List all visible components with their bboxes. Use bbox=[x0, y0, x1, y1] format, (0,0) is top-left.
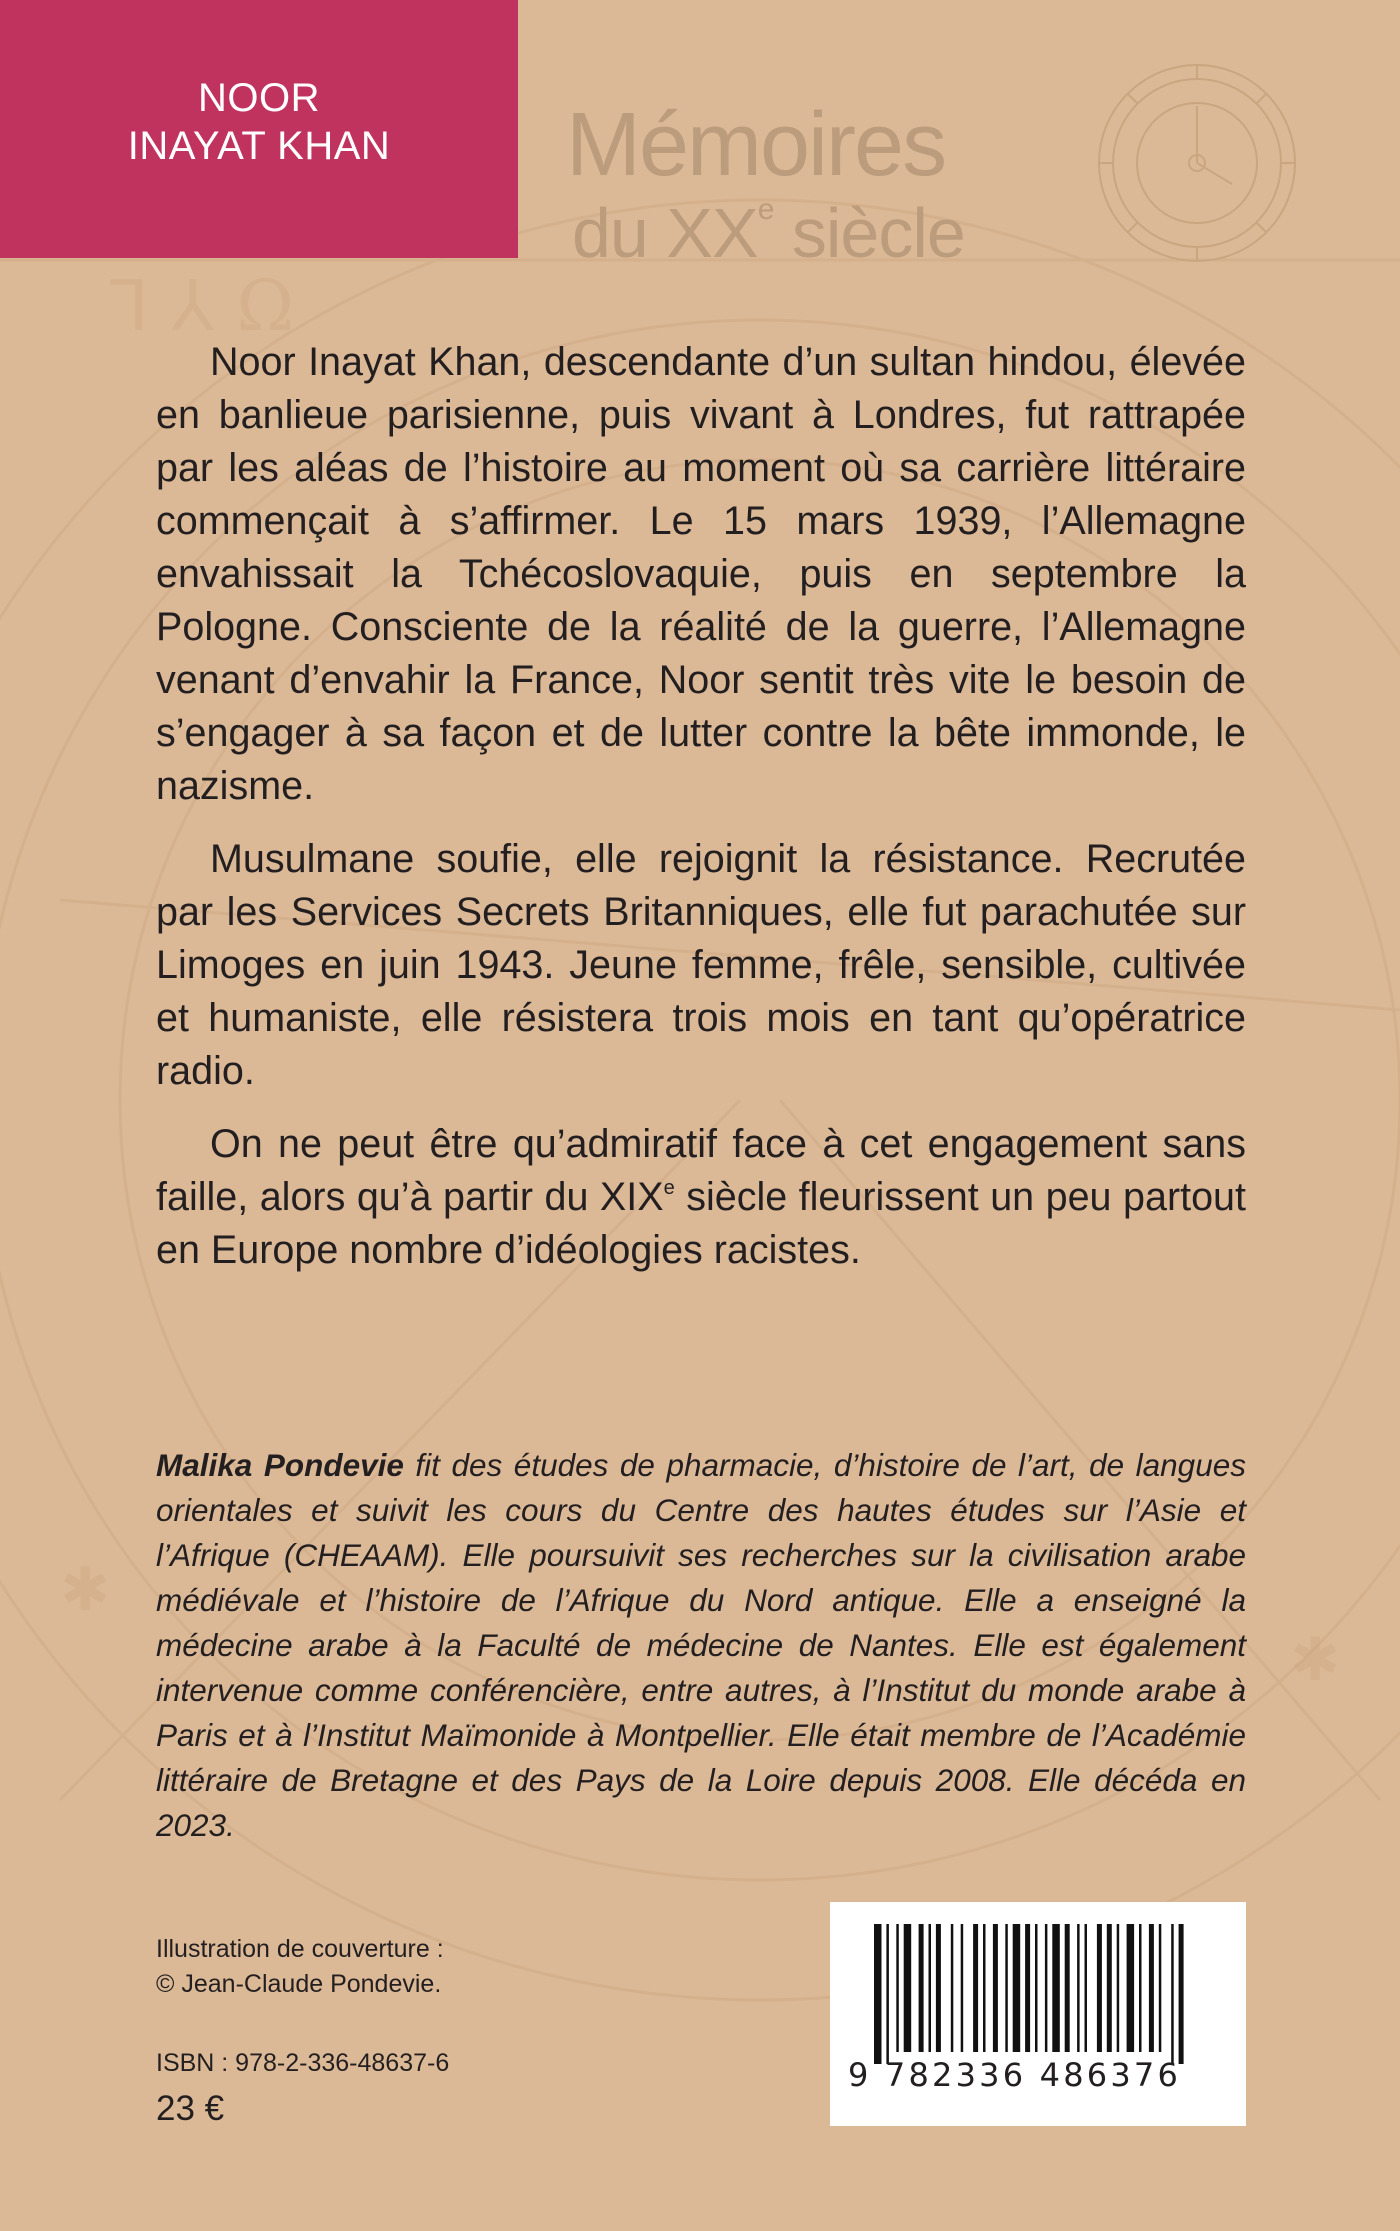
author-bio-name: Malika Pondevie bbox=[156, 1447, 404, 1483]
series-sub-suffix: siècle bbox=[773, 194, 965, 272]
barcode-bar bbox=[1052, 1924, 1060, 2052]
isbn-number: ISBN : 978-2-336-48637-6 bbox=[156, 2049, 450, 2077]
credit-line-2: © Jean-Claude Pondevie. bbox=[156, 1970, 442, 1998]
barcode-bar bbox=[1127, 1924, 1135, 2052]
barcode-bar bbox=[1035, 1924, 1038, 2052]
svg-text:✱: ✱ bbox=[60, 1555, 111, 1625]
barcode-bar bbox=[1045, 1924, 1048, 2052]
barcode-digits: 9 782336 486376 bbox=[848, 2056, 1182, 2094]
barcode-bar bbox=[961, 1924, 964, 2052]
barcode-bar bbox=[874, 1924, 882, 2064]
series-title-sub bbox=[572, 193, 1086, 272]
barcode bbox=[830, 1902, 1246, 2126]
summary-p3-after: siècle fleurissent un peu partout en Europe nombre d’idéologies racistes. bbox=[156, 1175, 1246, 1272]
barcode-bar bbox=[1171, 1924, 1174, 2064]
barcode-bar bbox=[936, 1924, 941, 2052]
summary-paragraph-2: Musulmane soufie, elle rejoignit la résistance. Recrutée par les Services Secrets Britanniques, elle fut parachutée sur Limoges en juin 1943. Jeune femme, frêle, sensible, cultivée et humaniste, elle résistera trois mois en tant qu’opératrice radio. bbox=[156, 837, 1246, 1093]
barcode-bar bbox=[886, 1924, 889, 2064]
price: 23 € bbox=[156, 2089, 225, 2128]
barcode-bar bbox=[1077, 1924, 1080, 2052]
barcode-bar bbox=[1149, 1924, 1154, 2052]
credit-line-1: Illustration de couverture : bbox=[156, 1935, 444, 1963]
barcode-bar bbox=[1025, 1924, 1030, 2052]
series-title-main: Mémoires bbox=[566, 95, 946, 195]
barcode-bar bbox=[1107, 1924, 1112, 2052]
summary-p3-superscript: e bbox=[663, 1177, 675, 1199]
barcode-bar bbox=[896, 1924, 899, 2052]
summary-p3-before: On ne peut être qu’admiratif face à cet engagement sans faille, alors qu’à partir du XIX bbox=[156, 1122, 1246, 1219]
author-name-box bbox=[0, 0, 518, 258]
series-sub-superscript: e bbox=[757, 193, 774, 226]
summary-paragraph-1: Noor Inayat Khan, descendante d’un sultan hindou, élevée en banlieue parisienne, puis vivant à Londres, fut rattrapée par les aléas de l’histoire au moment où sa carrière littéraire commençait à s’affirmer. Le 15 mars 1939, l’Allemagne envahissait la Tchécoslovaquie, puis en septembre la Pologne. Consciente de la réalité de la guerre, l’Allemagne venant d’envahir la France, Noor sentit très vite le besoin de s’engager à sa façon et de lutter contre la bête immonde, le nazisme. bbox=[156, 340, 1246, 808]
author-name-line-1: NOOR bbox=[198, 76, 320, 120]
summary-paragraph-3 bbox=[156, 1118, 1246, 1277]
barcode-bar bbox=[1065, 1924, 1070, 2052]
barcode-bar bbox=[951, 1924, 954, 2052]
author-bio-text: fit des études de pharmacie, d’histoire de l’art, de langues orientales et suivit les cours du Centre des hautes études sur l’Asie et l’Afrique (CHEAAM). Elle poursuivit ses recherches sur la civilisation arabe médiévale et l’histoire de l’Afrique du Nord antique. Elle a enseigné la médecine arabe à la Faculté de médecine de Nantes. Elle est également intervenue comme conférencière, entre autres, à l’Institut du monde arabe à Paris et à l’Institut Maïmonide à Montpellier. Elle était membre de l’Académie littéraire de Bretagne et des Pays de la Loire depuis 2008. Elle décéda en 2023. bbox=[156, 1447, 1246, 1843]
series-sub-prefix: du XX bbox=[572, 194, 758, 272]
barcode-bar bbox=[973, 1924, 978, 2052]
barcode-bar bbox=[1179, 1924, 1184, 2064]
barcode-bar bbox=[1117, 1924, 1120, 2052]
svg-text:⅂ ⅄ Ω: ⅂ ⅄ Ω bbox=[110, 265, 295, 347]
barcode-bar bbox=[1005, 1924, 1008, 2052]
barcode-bar bbox=[1013, 1924, 1021, 2052]
svg-text:✱: ✱ bbox=[1290, 1625, 1341, 1695]
clock-emblem-icon bbox=[1092, 58, 1302, 268]
barcode-bar bbox=[919, 1924, 924, 2052]
barcode-bar bbox=[1097, 1924, 1102, 2052]
author-name-line-2: INAYAT KHAN bbox=[127, 124, 391, 168]
barcode-bar bbox=[929, 1924, 932, 2052]
barcode-bar bbox=[1139, 1924, 1142, 2052]
book-summary bbox=[156, 336, 1246, 1297]
illustration-credit bbox=[156, 1932, 444, 2002]
series-title bbox=[566, 95, 1086, 272]
author-biography bbox=[156, 1443, 1246, 1848]
barcode-bar bbox=[983, 1924, 986, 2052]
barcode-bar bbox=[904, 1924, 912, 2052]
barcode-bar bbox=[1159, 1924, 1162, 2052]
barcode-bar bbox=[993, 1924, 998, 2052]
barcode-bar bbox=[1085, 1924, 1088, 2052]
